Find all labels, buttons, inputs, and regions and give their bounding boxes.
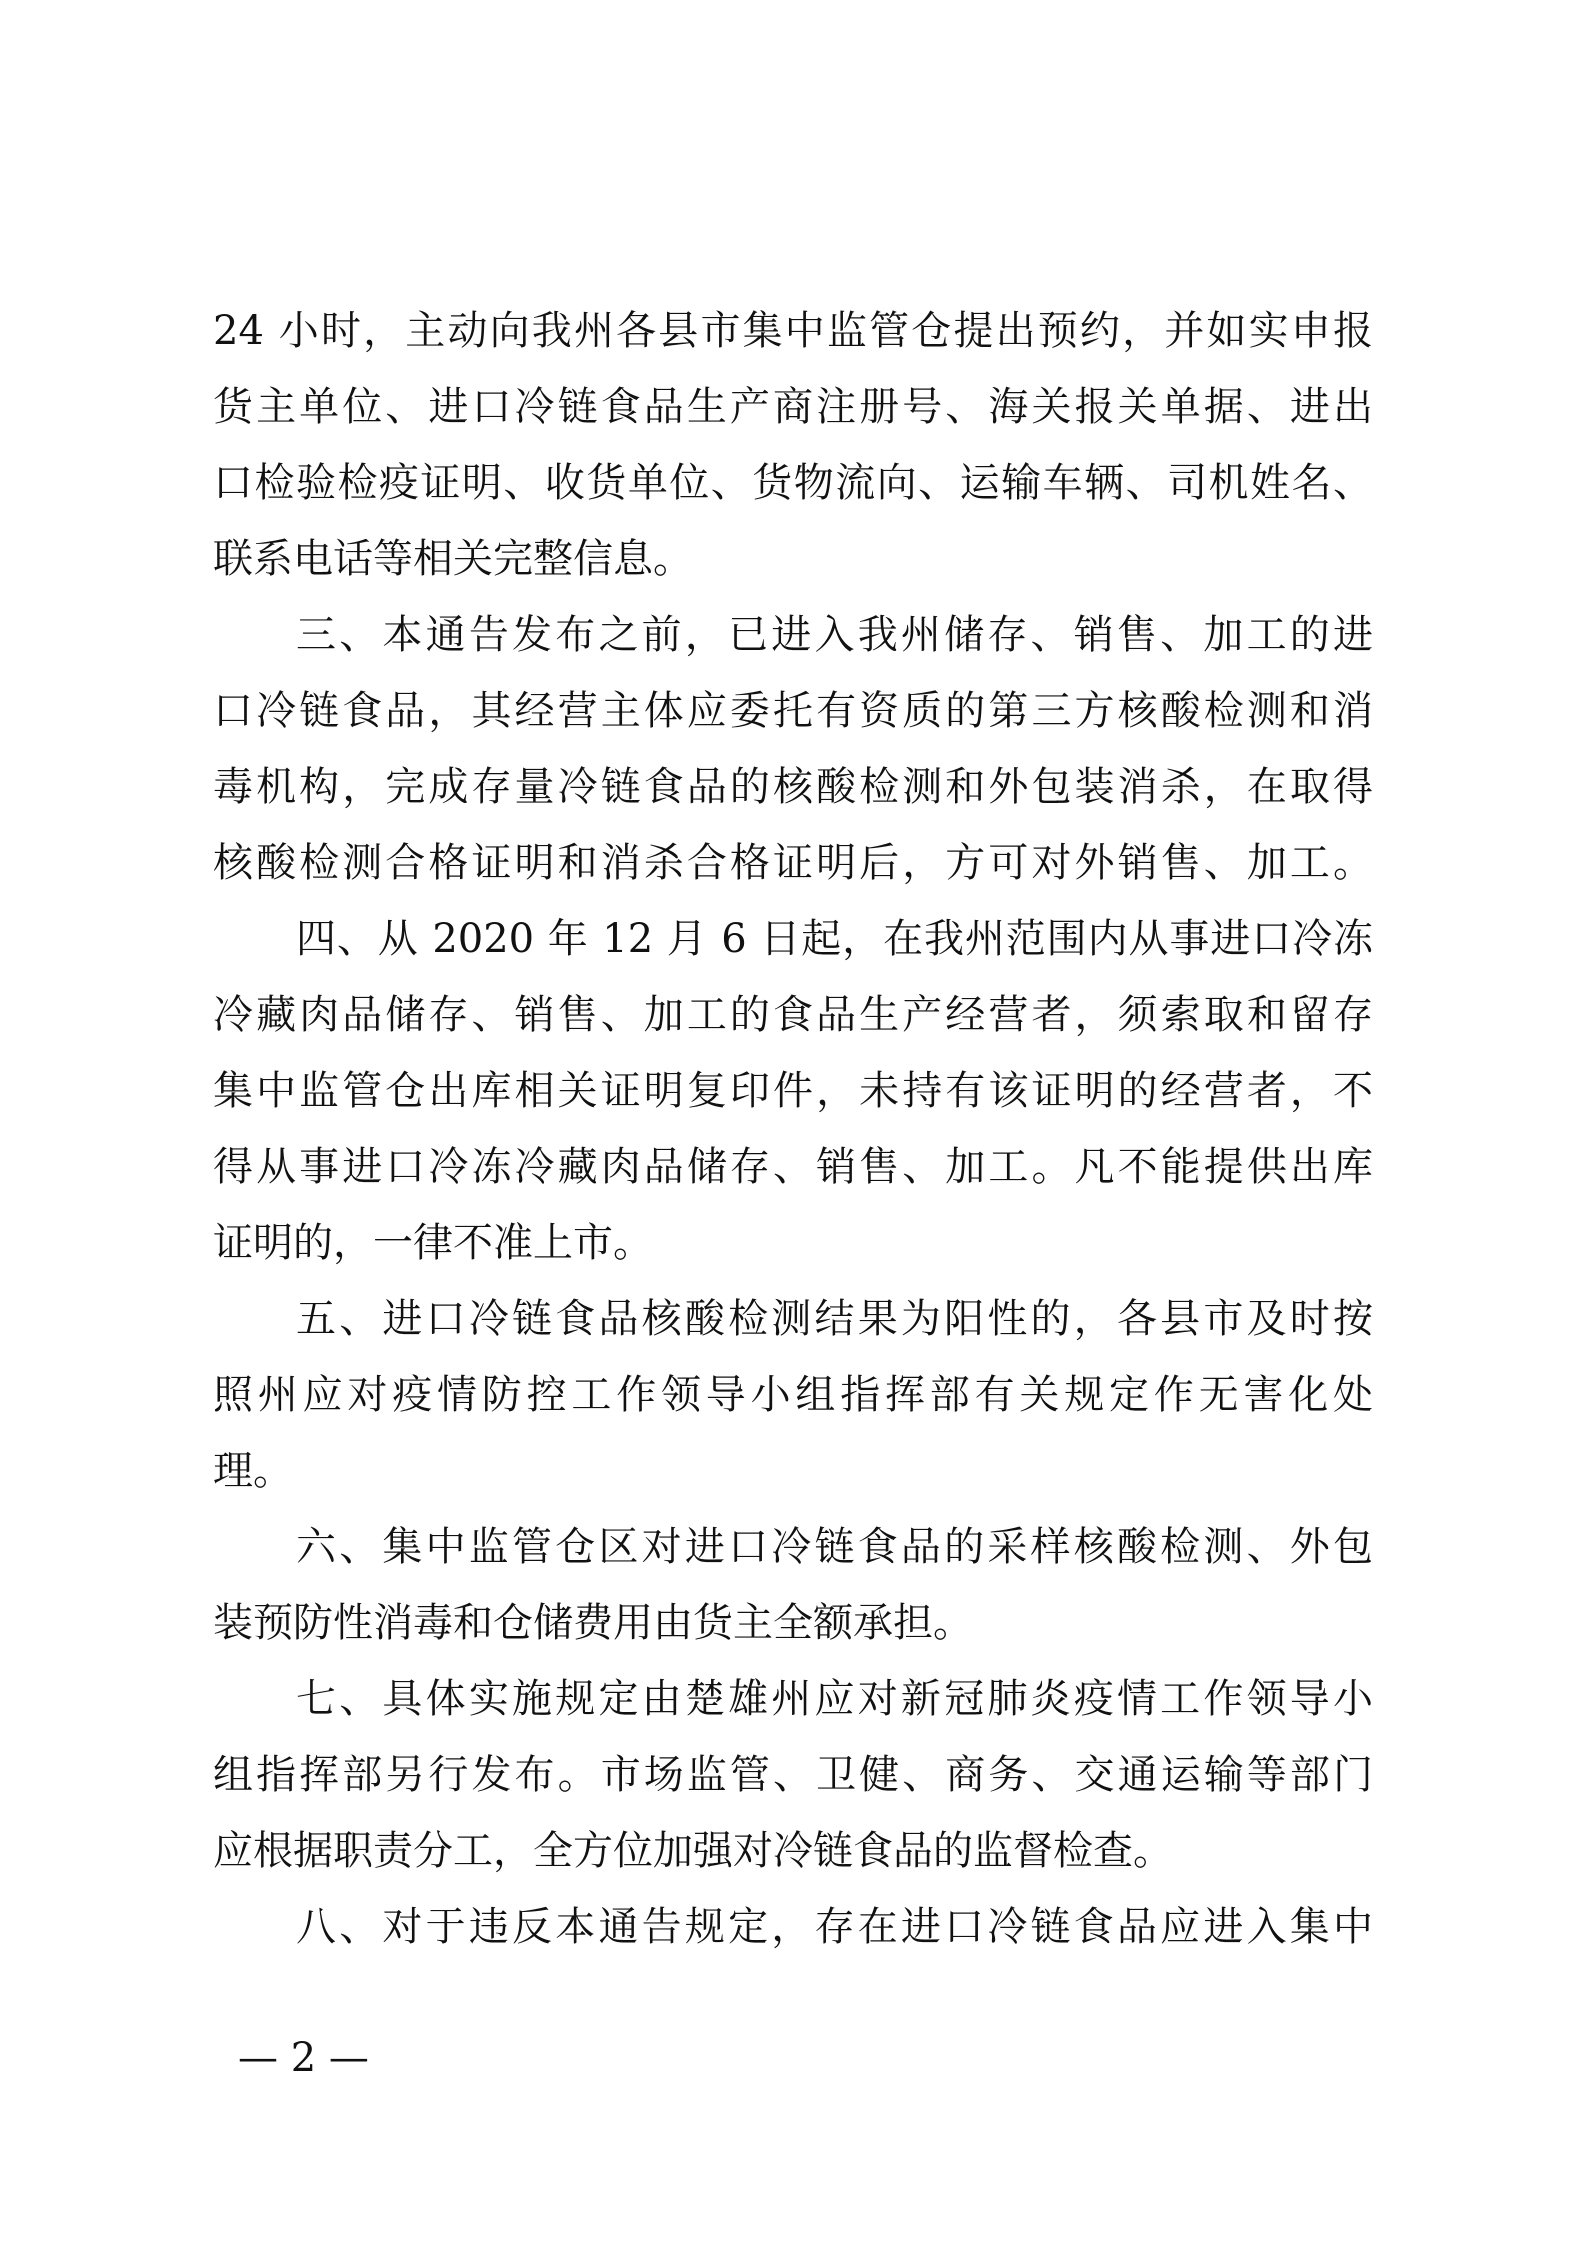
text-line: 集中监管仓出库相关证明复印件，未持有该证明的经营者，不 [213,1068,1373,1114]
text-line: 货主单位、进口冷链食品生产商注册号、海关报关单据、进出 [213,384,1373,430]
text-line: 口检验检疫证明、收货单位、货物流向、运输车辆、司机姓名、 [213,460,1373,506]
text-line: 照州应对疫情防控工作领导小组指挥部有关规定作无害化处 [213,1372,1373,1418]
text-line: 理。 [213,1448,293,1494]
text-line: 联系电话等相关完整信息。 [213,536,693,582]
page-number: — 2 — [238,2035,369,2081]
text-line: 应根据职责分工，全方位加强对冷链食品的监督检查。 [213,1828,1173,1874]
paragraph-7-first-line: 七、具体实施规定由楚雄州应对新冠肺炎疫情工作领导小 [296,1676,1373,1722]
text-line: 装预防性消毒和仓储费用由货主全额承担。 [213,1600,973,1646]
paragraph-6-first-line: 六、集中监管仓区对进口冷链食品的采样核酸检测、外包 [296,1524,1373,1570]
paragraph-3-first-line: 三、本通告发布之前，已进入我州储存、销售、加工的进 [296,612,1373,658]
text-line: 组指挥部另行发布。市场监管、卫健、商务、交通运输等部门 [213,1752,1373,1798]
text-line: 得从事进口冷冻冷藏肉品储存、销售、加工。凡不能提供出库 [213,1144,1373,1190]
paragraph-5-first-line: 五、进口冷链食品核酸检测结果为阳性的，各县市及时按 [296,1296,1373,1342]
text-line: 冷藏肉品储存、销售、加工的食品生产经营者，须索取和留存 [213,992,1373,1038]
text-line: 毒机构，完成存量冷链食品的核酸检测和外包装消杀，在取得 [213,764,1373,810]
paragraph-4-first-line: 四、从 2020 年 12 月 6 日起，在我州范围内从事进口冷冻 [296,916,1373,962]
text-line: 核酸检测合格证明和消杀合格证明后，方可对外销售、加工。 [213,840,1373,886]
paragraph-8-first-line: 八、对于违反本通告规定，存在进口冷链食品应进入集中 [296,1904,1373,1950]
text-line: 证明的，一律不准上市。 [213,1220,653,1266]
text-line: 24 小时，主动向我州各县市集中监管仓提出预约，并如实申报 [213,308,1373,354]
text-line: 口冷链食品，其经营主体应委托有资质的第三方核酸检测和消 [213,688,1373,734]
